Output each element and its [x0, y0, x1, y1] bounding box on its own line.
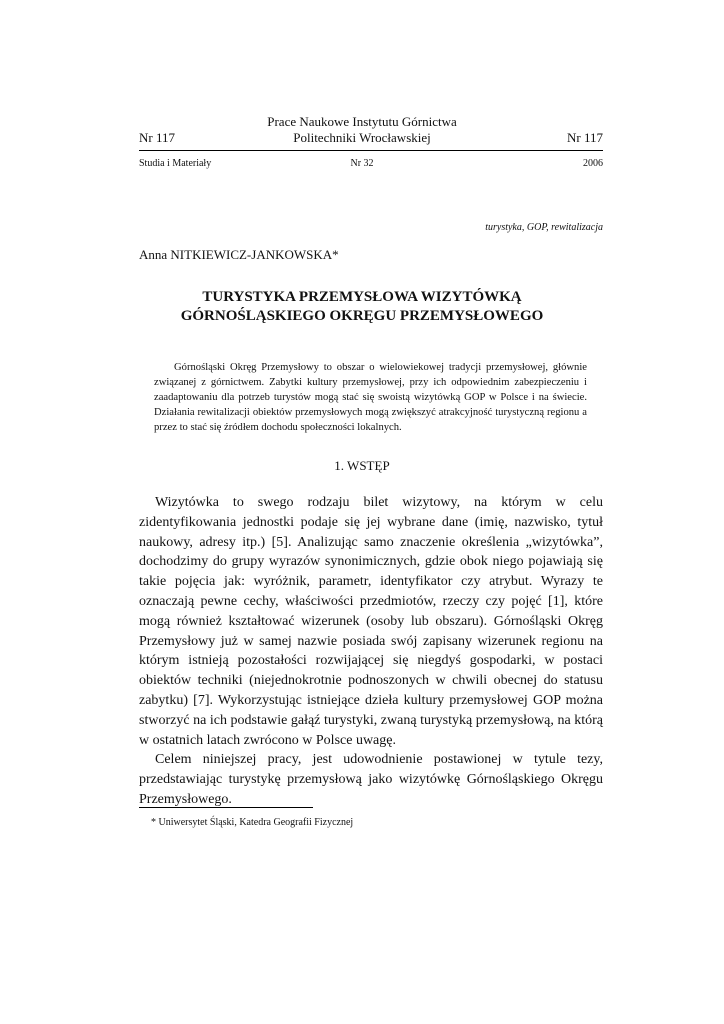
- footnote-divider: [139, 807, 313, 808]
- abstract: Górnośląski Okręg Przemysłowy to obszar o wielowiekowej tradycji przemysłowej, głównie związanej z górnictwem. Zabytki kultury przemysłowej, przy ich odpowiednim zabezpieczeniu i zaadaptowaniu dla potrzeb turystów mogą stać się swoistą wizytówką GOP w Polsce i na świecie. Działania rewitalizacji obiektów przemysłowych mogą zwiększyć atrakcyjność turystyczną regionu a przez to stać się źródłem dochodu społeczności lokalnych.: [154, 362, 587, 433]
- keywords: turystyka, GOP, rewitalizacja: [485, 222, 603, 233]
- section-heading: 1. WSTĘP: [334, 458, 390, 473]
- header-divider: [139, 150, 603, 151]
- journal-name-line2: Politechniki Wrocławskiej: [293, 130, 431, 145]
- paper-title-line2: GÓRNOŚLĄSKIEGO OKRĘGU PRZEMYSŁOWEGO: [180, 308, 544, 324]
- body-paragraph: Celem niniejszej pracy, jest udowodnienie postawionej w tytule tezy, przedstawiając turystykę przemysłową jako wizytówkę Górnośląskiego Okręgu Przemysłowego.: [139, 752, 603, 807]
- issue-number-left: Nr 117: [139, 130, 175, 145]
- footnote: * Uniwersytet Śląski, Katedra Geografii Fizycznej: [151, 817, 354, 828]
- paper-title-line1: TURYSTYKA PRZEMYSŁOWA WIZYTÓWKĄ: [202, 289, 522, 305]
- body-paragraph: Wizytówka to swego rodzaju bilet wizytowy, na którym w celu zidentyfikowania jednostki podaje się jej wybrane dane (imię, nazwisko, tytuł naukowy, adresy itp.) [5]. Analizując samo znaczenie określenia „wizytówka”, dochodzimy do grupy wyrazów synonimicznych, gdzie obok niego pojawiają się takie pojęcia jak: wyróżnik, parametr, identyfikator czy atrybut. Wyrazy te oznaczają pewne cechy, właściwości przedmiotów, rzeczy czy pojęć [1], które mogą również kształtować wizerunek (osoby lub obszaru). Górnośląski Okręg Przemysłowy już w samej nazwie posiada swój zapisany wizerunek regionu na którym istnieją pozostałości rozwijającej się niegdyś gospodarki, w postaci obiektów techniki (niejednokrotnie podnoszonych w chwili obecnej do statusu zabytku) [7]. Wykorzystując istniejące dzieła kultury przemysłowej GOP można stworzyć na ich podstawie gałąź turystyki, zwaną turystyką przemysłową, na którą w ostatnich latach zwrócono w Polsce uwagę.: [139, 495, 603, 748]
- body-text: [139, 493, 603, 810]
- author-name: Anna NITKIEWICZ-JANKOWSKA*: [139, 247, 339, 262]
- paper-title: [0, 288, 724, 326]
- journal-name-line1: Prace Naukowe Instytutu Górnictwa: [267, 114, 457, 129]
- publication-year: 2006: [583, 158, 603, 169]
- series-number: Nr 32: [350, 158, 374, 169]
- issue-number-right: Nr 117: [567, 130, 603, 145]
- series-name: Studia i Materiały: [139, 158, 212, 169]
